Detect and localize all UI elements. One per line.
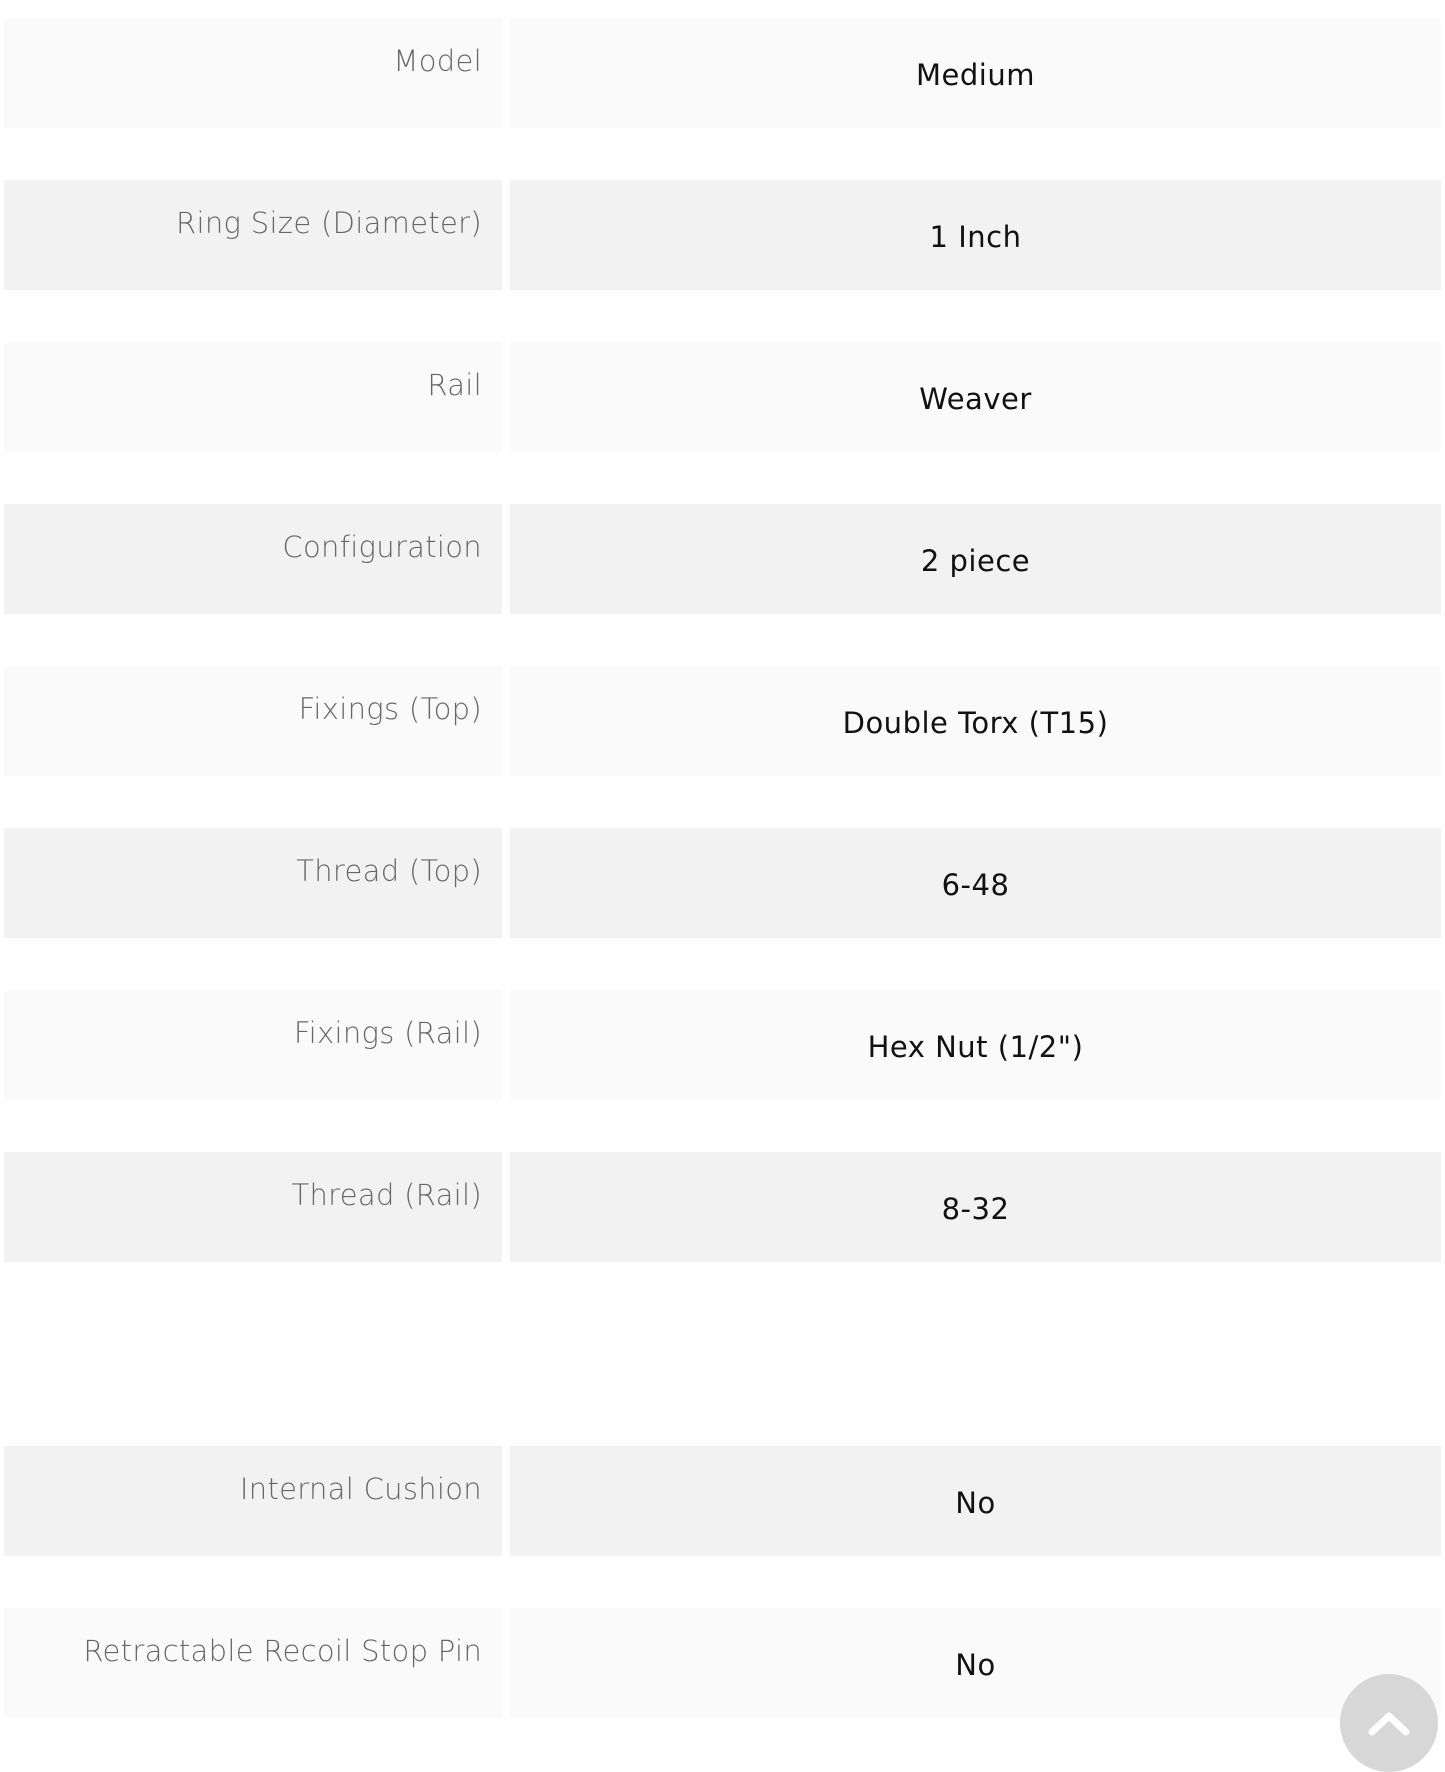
spec-row-thread-rail — [4, 1152, 1441, 1262]
scroll-to-top-button[interactable] — [1340, 1674, 1438, 1772]
chevron-up-icon — [1367, 1709, 1411, 1737]
spec-label: Retractable Recoil Stop Pin — [4, 1608, 502, 1718]
spec-value: 2 piece — [510, 504, 1441, 614]
spec-label: Ring Size (Diameter) — [4, 180, 502, 290]
spec-value: No — [510, 1608, 1441, 1718]
spec-label: Configuration — [4, 504, 502, 614]
spec-row-rail — [4, 342, 1441, 452]
spec-row-recoil-stop-pin — [4, 1608, 1441, 1718]
spec-row-ring-size — [4, 180, 1441, 290]
spec-label: Rail — [4, 342, 502, 452]
spec-row-internal-cushion — [4, 1446, 1441, 1556]
spec-value: No — [510, 1446, 1441, 1556]
spec-row-configuration — [4, 504, 1441, 614]
spec-label: Fixings (Top) — [4, 666, 502, 776]
spec-value: 1 Inch — [510, 180, 1441, 290]
spec-value: Double Torx (T15) — [510, 666, 1441, 776]
spec-value: 8-32 — [510, 1152, 1441, 1262]
spec-value: Hex Nut (1/2") — [510, 990, 1441, 1100]
spec-value: Medium — [510, 18, 1441, 128]
spec-row-model — [4, 18, 1441, 128]
spec-row-thread-top — [4, 828, 1441, 938]
spec-value: Weaver — [510, 342, 1441, 452]
spec-row-fixings-rail — [4, 990, 1441, 1100]
spec-label: Thread (Rail) — [4, 1152, 502, 1262]
spec-label: Internal Cushion — [4, 1446, 502, 1556]
spec-label: Thread (Top) — [4, 828, 502, 938]
spec-row-fixings-top — [4, 666, 1441, 776]
spec-label: Model — [4, 18, 502, 128]
spec-value: 6-48 — [510, 828, 1441, 938]
spec-label: Fixings (Rail) — [4, 990, 502, 1100]
